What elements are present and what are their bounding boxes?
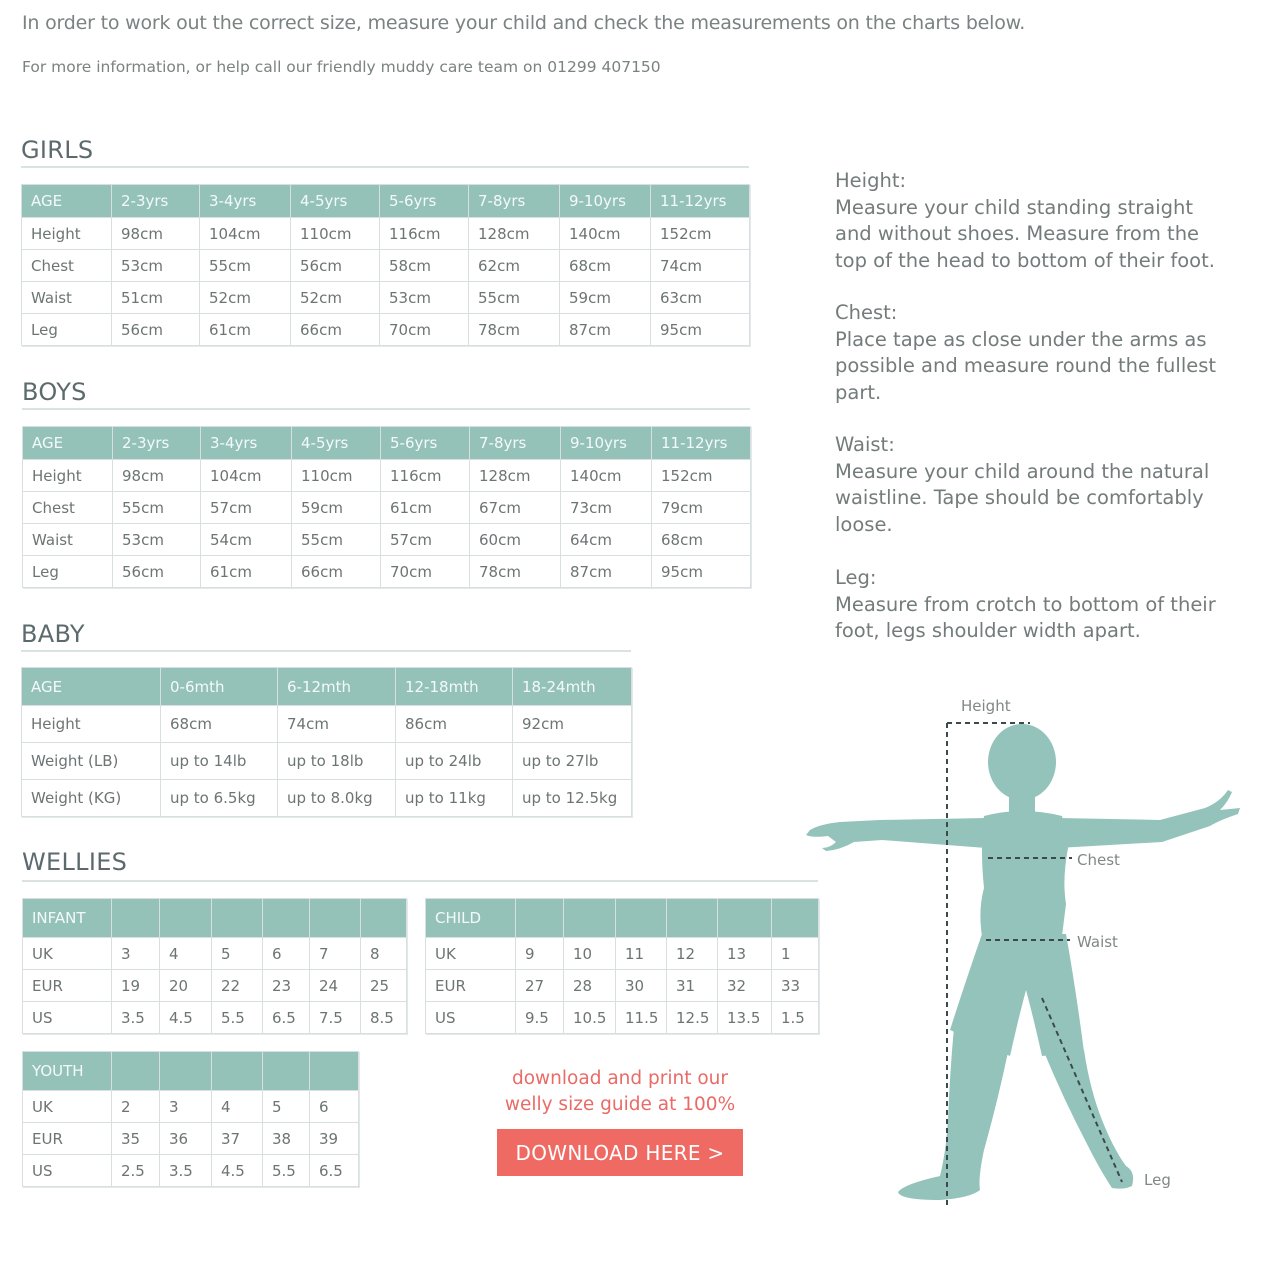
row-label-cell: Chest: [23, 492, 113, 524]
header-cell: [212, 1052, 263, 1091]
table-cell: 10.5: [564, 1002, 616, 1034]
table-cell: 116cm: [380, 218, 469, 250]
boys-divider: [22, 408, 750, 410]
table-header-row: [22, 668, 632, 706]
table-cell: 6.5: [310, 1155, 359, 1187]
chest-description: [835, 300, 1230, 406]
row-label-cell: Height: [23, 460, 113, 492]
header-cell: [616, 899, 667, 938]
row-label-cell: UK: [23, 1091, 112, 1123]
table-cell: 70cm: [380, 314, 469, 346]
child-welly-table: [425, 898, 819, 1034]
table-row: [23, 938, 407, 970]
boys-size-table: [22, 426, 751, 588]
table-cell: up to 12.5kg: [513, 780, 632, 817]
table-cell: 4.5: [212, 1155, 263, 1187]
child-measurement-figure: [800, 690, 1250, 1220]
table-cell: 87cm: [560, 314, 651, 346]
row-label-cell: UK: [426, 938, 516, 970]
table-cell: 70cm: [381, 556, 470, 588]
table-cell: 2: [112, 1091, 160, 1123]
row-label-cell: Leg: [22, 314, 112, 346]
table-row: [426, 1002, 819, 1034]
table-cell: 68cm: [560, 250, 651, 282]
youth-welly-table: [22, 1051, 359, 1187]
table-cell: 87cm: [561, 556, 652, 588]
baby-divider: [21, 650, 631, 652]
table-cell: up to 14lb: [161, 743, 278, 780]
table-cell: 78cm: [470, 556, 561, 588]
wellies-title: WELLIES: [22, 848, 128, 876]
chest-instructions: Place tape as close under the arms as possible and measure round the fullest part.: [835, 327, 1217, 404]
table-cell: 55cm: [113, 492, 201, 524]
table-cell: 92cm: [513, 706, 632, 743]
girls-size-table: [21, 184, 750, 346]
table-cell: 53cm: [112, 250, 200, 282]
header-cell: 11-12yrs: [652, 427, 751, 460]
table-cell: 39: [310, 1123, 359, 1155]
header-cell: 2-3yrs: [113, 427, 201, 460]
table-cell: 52cm: [200, 282, 291, 314]
table-header-row: [23, 1052, 359, 1091]
row-label-cell: Waist: [22, 282, 112, 314]
table-cell: 86cm: [396, 706, 513, 743]
figure-label-leg: Leg: [1144, 1171, 1171, 1189]
table-cell: 95cm: [652, 556, 751, 588]
table-cell: 30: [616, 970, 667, 1002]
height-description: [835, 168, 1230, 274]
header-cell: 5-6yrs: [380, 185, 469, 218]
header-cell: [212, 899, 263, 938]
table-row: [22, 218, 750, 250]
table-row: [22, 250, 750, 282]
table-cell: 9.5: [516, 1002, 564, 1034]
table-cell: 61cm: [381, 492, 470, 524]
waist-instructions: Measure your child around the natural waistline. Tape should be comfortably loose.: [835, 459, 1210, 536]
table-cell: 61cm: [200, 314, 291, 346]
table-row: [23, 1091, 359, 1123]
header-cell: 9-10yrs: [561, 427, 652, 460]
header-cell: [112, 899, 160, 938]
header-cell: CHILD: [426, 899, 516, 938]
table-row: [23, 1002, 407, 1034]
header-cell: [310, 899, 361, 938]
table-cell: 4.5: [160, 1002, 212, 1034]
table-cell: 116cm: [381, 460, 470, 492]
table-cell: 54cm: [201, 524, 292, 556]
table-cell: 53cm: [380, 282, 469, 314]
wellies-divider: [22, 880, 818, 882]
header-cell: [718, 899, 772, 938]
download-promo-line: welly size guide at 100%: [504, 1094, 736, 1115]
table-row: [426, 970, 819, 1002]
table-cell: 11: [616, 938, 667, 970]
table-row: [23, 460, 751, 492]
table-cell: 13.5: [718, 1002, 772, 1034]
table-cell: 4: [212, 1091, 263, 1123]
table-cell: 98cm: [112, 218, 200, 250]
header-cell: 3-4yrs: [200, 185, 291, 218]
table-cell: up to 8.0kg: [278, 780, 396, 817]
header-cell: 0-6mth: [161, 668, 278, 706]
table-cell: 104cm: [200, 218, 291, 250]
row-label-cell: UK: [23, 938, 112, 970]
table-cell: 27: [516, 970, 564, 1002]
table-cell: 56cm: [113, 556, 201, 588]
figure-label-chest: Chest: [1077, 851, 1120, 869]
baby-title: BABY: [21, 620, 85, 648]
row-label-cell: US: [23, 1155, 112, 1187]
header-cell: [263, 899, 310, 938]
table-cell: 98cm: [113, 460, 201, 492]
table-cell: 110cm: [291, 218, 380, 250]
table-cell: 79cm: [652, 492, 751, 524]
table-cell: 31: [667, 970, 718, 1002]
table-cell: 6: [310, 1091, 359, 1123]
table-cell: 104cm: [201, 460, 292, 492]
table-cell: 12.5: [667, 1002, 718, 1034]
waist-heading: Waist:: [835, 433, 895, 456]
row-label-cell: Leg: [23, 556, 113, 588]
table-cell: 6.5: [263, 1002, 310, 1034]
row-label-cell: Chest: [22, 250, 112, 282]
table-cell: 7.5: [310, 1002, 361, 1034]
table-cell: 55cm: [200, 250, 291, 282]
table-cell: 1: [772, 938, 819, 970]
table-cell: 25: [361, 970, 407, 1002]
download-button[interactable]: DOWNLOAD HERE >: [497, 1129, 743, 1176]
table-cell: 59cm: [292, 492, 381, 524]
table-cell: 58cm: [380, 250, 469, 282]
chest-heading: Chest:: [835, 301, 898, 324]
table-cell: 63cm: [651, 282, 750, 314]
table-cell: 20: [160, 970, 212, 1002]
header-cell: 3-4yrs: [201, 427, 292, 460]
header-cell: 12-18mth: [396, 668, 513, 706]
table-cell: 38: [263, 1123, 310, 1155]
table-cell: 12: [667, 938, 718, 970]
table-cell: 11.5: [616, 1002, 667, 1034]
table-header-row: [23, 899, 407, 938]
download-promo-line: download and print our: [511, 1068, 729, 1089]
row-label-cell: EUR: [23, 970, 112, 1002]
table-row: [22, 282, 750, 314]
table-cell: 7: [310, 938, 361, 970]
table-cell: up to 27lb: [513, 743, 632, 780]
table-header-row: [23, 427, 751, 460]
intro-text: In order to work out the correct size, measure your child and check the measurements on the charts below.: [22, 12, 1026, 34]
table-row: [426, 938, 819, 970]
table-cell: 140cm: [561, 460, 652, 492]
table-cell: 95cm: [651, 314, 750, 346]
table-cell: 57cm: [381, 524, 470, 556]
table-row: [23, 1123, 359, 1155]
baby-size-table: [21, 667, 632, 817]
table-cell: 152cm: [651, 218, 750, 250]
table-cell: 5: [263, 1091, 310, 1123]
girls-divider: [21, 166, 749, 168]
table-cell: 5: [212, 938, 263, 970]
row-label-cell: Height: [22, 218, 112, 250]
table-cell: 10: [564, 938, 616, 970]
table-cell: 57cm: [201, 492, 292, 524]
header-cell: [516, 899, 564, 938]
height-heading: Height:: [835, 169, 907, 192]
table-row: [23, 492, 751, 524]
row-label-cell: Weight (LB): [22, 743, 161, 780]
table-cell: 4: [160, 938, 212, 970]
table-cell: 53cm: [113, 524, 201, 556]
table-cell: 37: [212, 1123, 263, 1155]
table-cell: 62cm: [469, 250, 560, 282]
table-cell: 78cm: [469, 314, 560, 346]
table-cell: 110cm: [292, 460, 381, 492]
table-row: [23, 556, 751, 588]
table-header-row: [426, 899, 819, 938]
header-cell: [310, 1052, 359, 1091]
table-cell: 1.5: [772, 1002, 819, 1034]
header-cell: AGE: [22, 668, 161, 706]
contact-text: For more information, or help call our friendly muddy care team on 01299 407150: [22, 58, 661, 76]
table-row: [23, 1155, 359, 1187]
table-cell: 24: [310, 970, 361, 1002]
table-cell: 3.5: [112, 1002, 160, 1034]
infant-welly-table: [22, 898, 407, 1034]
header-cell: 9-10yrs: [560, 185, 651, 218]
table-row: [22, 780, 632, 817]
table-cell: 56cm: [291, 250, 380, 282]
header-cell: 7-8yrs: [469, 185, 560, 218]
header-cell: 7-8yrs: [470, 427, 561, 460]
body-silhouette: [806, 724, 1240, 1200]
table-cell: 68cm: [161, 706, 278, 743]
boys-title: BOYS: [22, 378, 87, 406]
table-cell: 66cm: [292, 556, 381, 588]
header-cell: [112, 1052, 160, 1091]
table-cell: 52cm: [291, 282, 380, 314]
table-cell: 22: [212, 970, 263, 1002]
table-cell: up to 18lb: [278, 743, 396, 780]
row-label-cell: Weight (KG): [22, 780, 161, 817]
leg-instructions: Measure from crotch to bottom of their foot, legs shoulder width apart.: [835, 592, 1216, 642]
table-cell: 73cm: [561, 492, 652, 524]
table-cell: 6: [263, 938, 310, 970]
header-cell: AGE: [23, 427, 113, 460]
table-cell: 74cm: [651, 250, 750, 282]
table-cell: 67cm: [470, 492, 561, 524]
girls-title: GIRLS: [21, 136, 94, 164]
header-cell: 5-6yrs: [381, 427, 470, 460]
table-cell: 9: [516, 938, 564, 970]
table-cell: 59cm: [560, 282, 651, 314]
table-cell: up to 11kg: [396, 780, 513, 817]
table-row: [22, 743, 632, 780]
table-cell: 56cm: [112, 314, 200, 346]
table-cell: 3.5: [160, 1155, 212, 1187]
table-cell: 13: [718, 938, 772, 970]
child-silhouette: [800, 690, 1250, 1220]
table-cell: 51cm: [112, 282, 200, 314]
table-row: [22, 314, 750, 346]
table-cell: 35: [112, 1123, 160, 1155]
table-cell: 55cm: [469, 282, 560, 314]
leg-description: [835, 565, 1230, 645]
row-label-cell: Waist: [23, 524, 113, 556]
header-cell: 4-5yrs: [291, 185, 380, 218]
header-cell: YOUTH: [23, 1052, 112, 1091]
table-cell: 32: [718, 970, 772, 1002]
table-cell: 23: [263, 970, 310, 1002]
table-cell: 33: [772, 970, 819, 1002]
table-row: [23, 524, 751, 556]
figure-label-height: Height: [961, 697, 1011, 715]
header-cell: [160, 899, 212, 938]
row-label-cell: US: [23, 1002, 112, 1034]
table-cell: 19: [112, 970, 160, 1002]
table-cell: up to 24lb: [396, 743, 513, 780]
table-cell: 74cm: [278, 706, 396, 743]
header-cell: INFANT: [23, 899, 112, 938]
row-label-cell: EUR: [426, 970, 516, 1002]
table-cell: 55cm: [292, 524, 381, 556]
row-label-cell: Height: [22, 706, 161, 743]
header-cell: 11-12yrs: [651, 185, 750, 218]
header-cell: [564, 899, 616, 938]
height-instructions: Measure your child standing straight and without shoes. Measure from the top of the head to bottom of their foot.: [835, 195, 1215, 272]
table-header-row: [22, 185, 750, 218]
table-cell: 3: [112, 938, 160, 970]
table-cell: 68cm: [652, 524, 751, 556]
leg-heading: Leg:: [835, 566, 877, 589]
table-cell: 61cm: [201, 556, 292, 588]
table-cell: 128cm: [469, 218, 560, 250]
header-cell: [667, 899, 718, 938]
table-cell: 8.5: [361, 1002, 407, 1034]
table-cell: 5.5: [212, 1002, 263, 1034]
table-cell: 140cm: [560, 218, 651, 250]
table-cell: 3: [160, 1091, 212, 1123]
table-row: [23, 970, 407, 1002]
table-cell: 28: [564, 970, 616, 1002]
header-cell: 6-12mth: [278, 668, 396, 706]
table-cell: 8: [361, 938, 407, 970]
table-cell: up to 6.5kg: [161, 780, 278, 817]
table-cell: 66cm: [291, 314, 380, 346]
waist-description: [835, 432, 1230, 538]
figure-label-waist: Waist: [1077, 933, 1118, 951]
header-cell: [361, 899, 407, 938]
header-cell: [263, 1052, 310, 1091]
table-cell: 64cm: [561, 524, 652, 556]
header-cell: [160, 1052, 212, 1091]
header-cell: AGE: [22, 185, 112, 218]
table-row: [22, 706, 632, 743]
table-cell: 5.5: [263, 1155, 310, 1187]
table-cell: 36: [160, 1123, 212, 1155]
header-cell: 4-5yrs: [292, 427, 381, 460]
table-cell: 60cm: [470, 524, 561, 556]
table-cell: 128cm: [470, 460, 561, 492]
header-cell: 18-24mth: [513, 668, 632, 706]
row-label-cell: EUR: [23, 1123, 112, 1155]
table-cell: 2.5: [112, 1155, 160, 1187]
table-cell: 152cm: [652, 460, 751, 492]
download-promo-text: [497, 1066, 743, 1118]
row-label-cell: US: [426, 1002, 516, 1034]
header-cell: 2-3yrs: [112, 185, 200, 218]
